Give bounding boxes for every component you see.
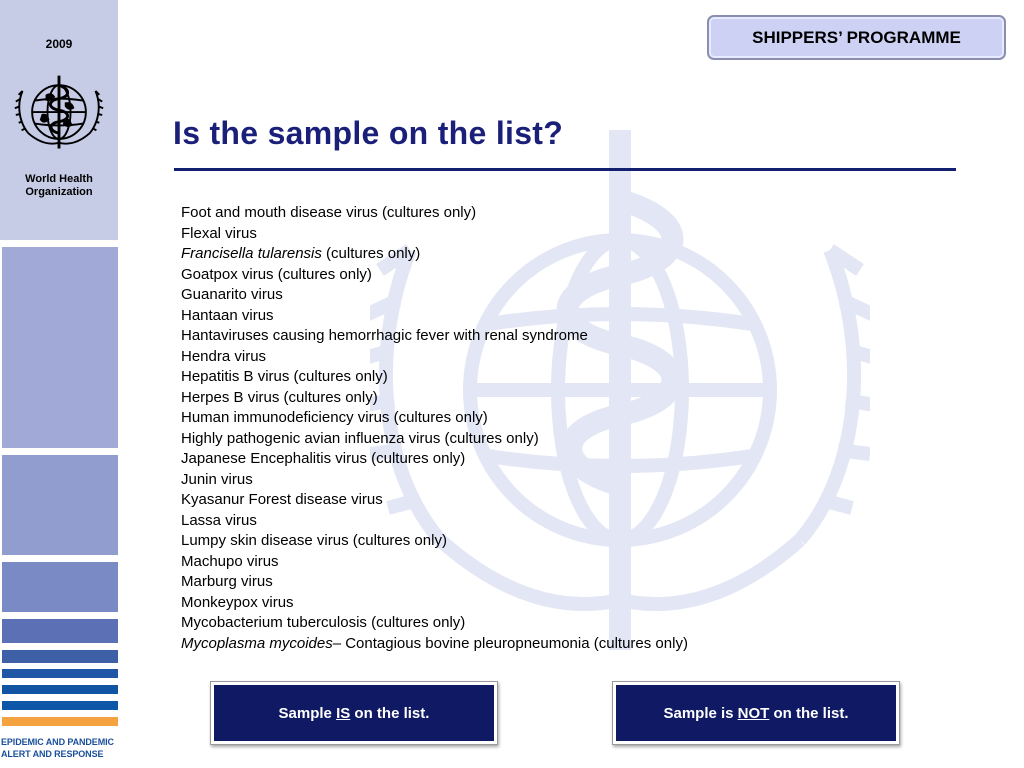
list-item-text: Hantaan virus: [181, 306, 274, 324]
list-item: [181, 531, 688, 552]
list-item-text: Lassa virus: [181, 511, 257, 529]
list-item: [181, 613, 688, 634]
sidebar-stripe: [2, 669, 118, 678]
list-item: [181, 306, 688, 327]
list-item: [181, 634, 688, 655]
list-item-text: Japanese Encephalitis virus (cultures only): [181, 450, 466, 467]
sidebar-stripe: [2, 562, 118, 612]
list-item: [181, 572, 688, 593]
list-item-text: Goatpox virus (cultures only): [181, 265, 372, 283]
list-item-text: Highly pathogenic avian influenza virus (cultures only): [181, 429, 539, 447]
organization-name-line1: World Health: [25, 173, 93, 185]
button-emphasis: IS: [336, 704, 351, 722]
sidebar-stripe: [2, 247, 118, 448]
list-item-text: Foot and mouth disease virus (cultures only): [181, 204, 477, 221]
footer-line2: ALERT AND RESPONSE: [1, 749, 104, 759]
list-item: [181, 285, 688, 306]
list-item: [181, 470, 688, 491]
list-item-text: Guanarito virus: [181, 286, 283, 303]
who-emblem-icon: [10, 66, 108, 162]
sidebar: [0, 0, 118, 768]
sample-is-on-list-label: [214, 685, 494, 741]
list-item-text: Lumpy skin disease virus (cultures only): [181, 532, 447, 549]
list-item-text: Hepatitis B virus (cultures only): [181, 368, 388, 385]
list-item: [181, 490, 688, 511]
sidebar-stripe: [2, 701, 118, 710]
list-item: [181, 449, 688, 470]
list-item: [181, 552, 688, 573]
agent-list: [181, 203, 688, 654]
year-label: 2009: [45, 37, 73, 51]
list-item-text: – Contagious bovine pleuropneumonia (cultures only): [332, 634, 688, 652]
list-item: [181, 367, 688, 388]
list-item-text: Marburg virus: [181, 573, 273, 590]
programme-badge: SHIPPERS’ PROGRAMME: [707, 15, 1006, 60]
sample-not-on-list-label: [616, 685, 896, 741]
list-item-text: Machupo virus: [181, 552, 279, 570]
list-item-text: Monkeypox virus: [181, 593, 294, 611]
list-item: [181, 408, 688, 429]
list-item: [181, 593, 688, 614]
sidebar-stripe: [2, 650, 118, 663]
sample-is-on-list-button[interactable]: [210, 681, 498, 745]
list-item: [181, 244, 688, 265]
list-item: [181, 347, 688, 368]
list-item-text: Kyasanur Forest disease virus: [181, 491, 383, 508]
button-emphasis: NOT: [737, 704, 770, 722]
programme-footer: [1, 736, 119, 760]
button-text: on the list.: [350, 704, 430, 722]
footer-line1: EPIDEMIC AND PANDEMIC: [1, 737, 114, 747]
list-item-text: Mycobacterium tuberculosis (cultures only): [181, 614, 466, 631]
list-item: [181, 511, 688, 532]
list-item-text: Junin virus: [181, 470, 253, 488]
organization-name: [0, 173, 118, 199]
button-text: on the list.: [769, 704, 849, 722]
list-item-text: Human immunodeficiency virus (cultures only): [181, 409, 488, 426]
list-item: [181, 265, 688, 286]
list-item: [181, 224, 688, 245]
list-item-text: Hendra virus: [181, 347, 267, 365]
sample-not-on-list-button[interactable]: [612, 681, 900, 745]
button-text: Sample: [278, 704, 337, 722]
list-item-text: Hantaviruses causing hemorrhagic fever with renal syndrome: [181, 327, 588, 344]
list-item-text: (cultures only): [321, 245, 421, 262]
list-item-italic-name: Francisella tularensis: [181, 245, 322, 262]
list-item-text: Flexal virus: [181, 224, 257, 242]
sidebar-stripe-orange: [2, 717, 118, 726]
list-item-text: Herpes B virus (cultures only): [181, 388, 378, 406]
sidebar-stripe: [2, 619, 118, 643]
sidebar-stripe: [2, 455, 118, 555]
organization-name-line2: Organization: [25, 186, 93, 198]
list-item: [181, 388, 688, 409]
title-divider: [174, 168, 956, 171]
sidebar-stripe: [2, 685, 118, 694]
sidebar-header-panel: [0, 0, 118, 240]
list-item: [181, 429, 688, 450]
button-text: Sample is: [663, 704, 738, 722]
page-title: Is the sample on the list?: [173, 115, 564, 151]
list-item: [181, 203, 688, 224]
list-item-italic-name: Mycoplasma mycoides: [181, 634, 333, 652]
list-item: [181, 326, 688, 347]
